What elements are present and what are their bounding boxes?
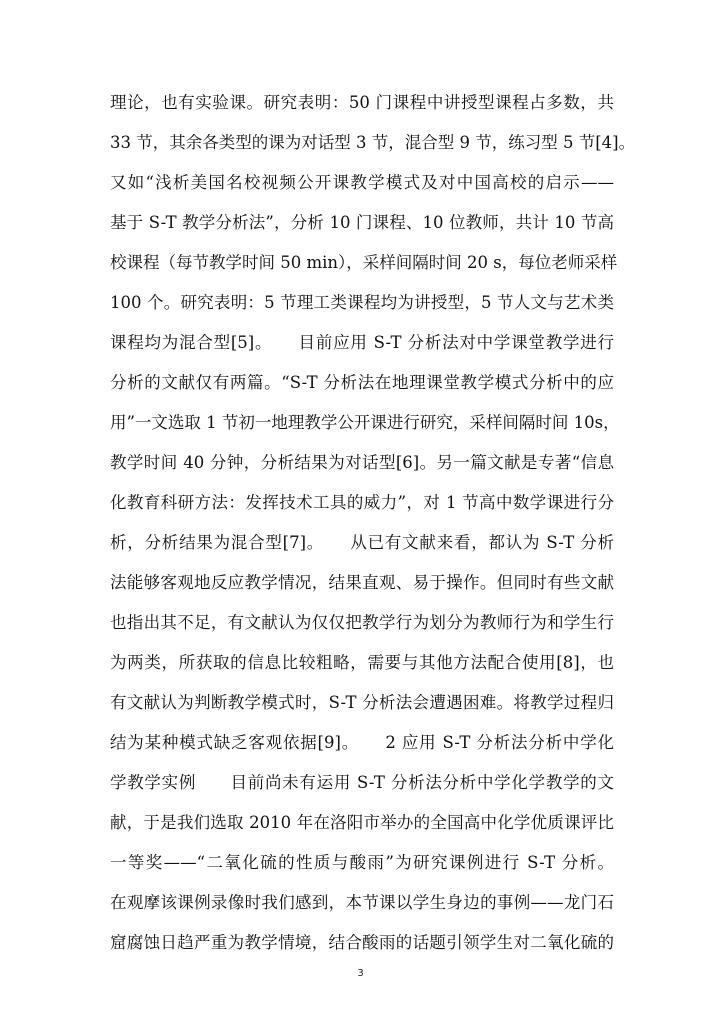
body-text-line: 校课程（每节教学时间 50 min），采样间隔时间 20 s，每位老师采样 (110, 253, 618, 272)
body-text-line: 法能够客观地反应教学情况，结果直观、易于操作。但同时有些文献 (110, 573, 614, 592)
body-text-line: 献，于是我们选取 2010 年在洛阳市举办的全国高中化学优质课评比 (110, 813, 614, 832)
body-text-line: 又如“浅析美国名校视频公开课教学模式及对中国高校的启示—— (110, 173, 614, 192)
body-text-line: 分析的文献仅有两篇。“S-T 分析法在地理课堂教学模式分析中的应 (110, 373, 614, 392)
body-text-line: 理论，也有实验课。研究表明：50 门课程中讲授型课程占多数，共 (110, 93, 614, 112)
body-text-line: 教学时间 40 分钟，分析结果为对话型[6]。另一篇文献是专著“信息 (110, 453, 614, 472)
page-number: 3 (357, 968, 364, 979)
body-text-line: 学教学实例 目前尚未有运用 S-T 分析法分析中学化学教学的文 (110, 773, 614, 792)
body-text-line: 一等奖——“二氧化硫的性质与酸雨”为研究课例进行 S-T 分析。 (110, 853, 614, 872)
body-text-line: 化教育科研方法：发挥技术工具的威力”，对 1 节高中数学课进行分 (110, 493, 614, 512)
body-text-line: 100 个。研究表明：5 节理工类课程均为讲授型，5 节人文与艺术类 (110, 293, 614, 312)
body-text-line: 窟腐蚀日趋严重为教学情境，结合酸雨的话题引领学生对二氧化硫的 (110, 933, 614, 952)
body-text-line: 为两类，所获取的信息比较粗略，需要与其他方法配合使用[8]，也 (110, 653, 614, 672)
body-text-line: 基于 S-T 教学分析法”，分析 10 门课程、10 位教师，共计 10 节高 (110, 213, 614, 232)
body-text-line: 课程均为混合型[5]。 目前应用 S-T 分析法对中学课堂教学进行 (110, 333, 614, 352)
body-text-line: 析，分析结果为混合型[7]。 从已有文献来看，都认为 S-T 分析 (110, 533, 614, 552)
body-text-line: 在观摩该课例录像时我们感到，本节课以学生身边的事例——龙门石 (110, 893, 614, 912)
body-text-line: 结为某种模式缺乏客观依据[9]。 2 应用 S-T 分析法分析中学化 (110, 733, 614, 752)
body-text-line: 用”一文选取 1 节初一地理教学公开课进行研究，采样间隔时间 10s， (110, 413, 620, 432)
body-text-line: 有文献认为判断教学模式时，S-T 分析法会遭遇困难。将教学过程归 (110, 693, 614, 712)
body-text-line: 33 节，其余各类型的课为对话型 3 节，混合型 9 节，练习型 5 节[4]。 (110, 133, 636, 152)
body-text-line: 也指出其不足，有文献认为仅仅把教学行为划分为教师行为和学生行 (110, 613, 614, 632)
